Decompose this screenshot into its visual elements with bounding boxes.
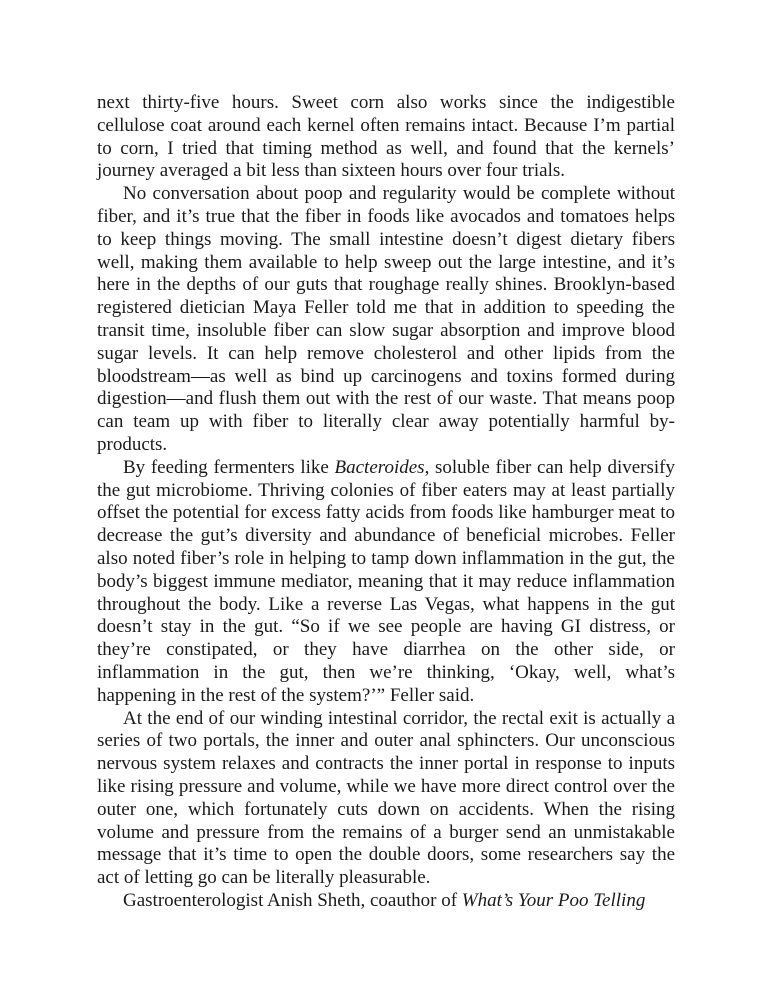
- paragraph-continued: [97, 92, 675, 183]
- paragraph-text: By feeding fermenters like: [123, 456, 335, 478]
- italic-term: Bacteroides: [334, 456, 425, 478]
- paragraph-text: Gastroenterologist Anish Sheth, coauthor of: [123, 889, 462, 911]
- paragraph-microbiome: [97, 457, 675, 708]
- paragraph-text: , soluble fiber can help diversify the gut microbiome. Thriving colonies of fiber eaters may at least partially offset the potential for excess fatty acids from foods like hamburger meat to decrease the gut’s diversity and abundance of beneficial microbes. Feller also noted fiber’s role in helping to tamp down inflammation in the gut, the body’s biggest immune mediator, meaning that it may reduce inflammation throughout the body. Like a reverse Las Vegas, what happens in the gut doesn’t stay in the gut. “So if we see people are having GI distress, or they’re constipated, or they have diarrhea on the other side, or inflammation in the gut, then we’re thinking, ‘Okay, well, what’s happening in the rest of the system?’” Feller said.: [97, 456, 675, 706]
- book-page: [97, 92, 675, 913]
- paragraph-text: No conversation about poop and regularity would be complete without fiber, and it’s true that the fiber in foods like avocados and tomatoes helps to keep things moving. The small intestine doesn’t digest dietary fibers well, making them available to help sweep out the large intestine, and it’s here in the depths of our guts that roughage really shines. Brooklyn-based registered dietician Maya Feller told me that in addition to speeding the transit time, insoluble fiber can slow sugar absorption and improve blood sugar levels. It can help remove cholesterol and other lipids from the bloodstream—as well as bind up carcinogens and toxins formed during digestion—and flush them out with the rest of our waste. That means poop can team up with fiber to literally clear away potentially harmful by-products.: [97, 183, 675, 455]
- paragraph-fiber: [97, 183, 675, 457]
- paragraph-text: next thirty-five hours. Sweet corn also works since the indigestible cellulose coat around each kernel often remains intact. Because I’m partial to corn, I tried that timing method as well, and found that the kernels’ journey averaged a bit less than sixteen hours over four trials.: [97, 92, 675, 182]
- paragraph-text: At the end of our winding intestinal corridor, the rectal exit is actually a series of two portals, the inner and outer anal sphincters. Our unconscious nervous system relaxes and contracts the inner portal in response to inputs like rising pressure and volume, while we have more direct control over the outer one, which fortunately cuts down on accidents. When the rising volume and pressure from the remains of a burger send an unmistakable message that it’s time to open the double doors, some researchers say the act of letting go can be literally pleasurable.: [97, 707, 675, 889]
- paragraph-sphincters: [97, 708, 675, 890]
- paragraph-sheth: [97, 890, 675, 913]
- book-title-italic: What’s Your Poo Telling: [461, 889, 646, 911]
